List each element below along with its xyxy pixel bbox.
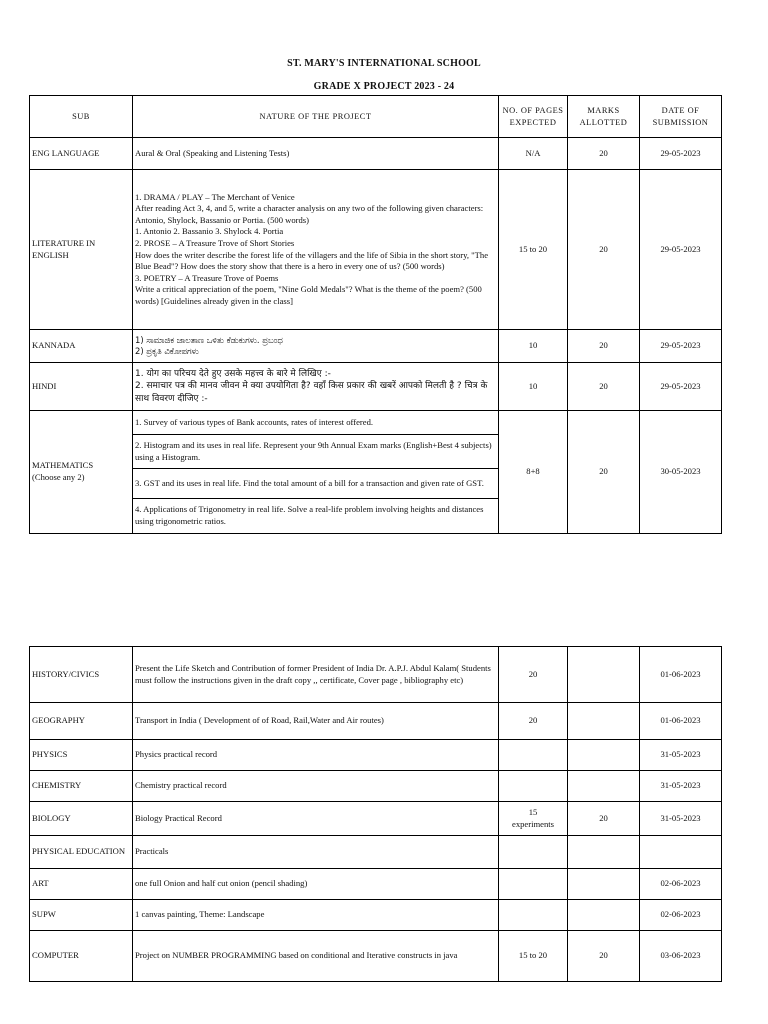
date-cell: 29-05-2023 xyxy=(640,330,722,363)
project-line: 3. POETRY – A Treasure Trove of Poems xyxy=(135,272,279,283)
row-physical-education xyxy=(30,836,722,869)
marks-cell xyxy=(568,647,640,703)
row-kannada xyxy=(30,330,722,363)
subject-cell: PHYSICAL EDUCATION xyxy=(30,836,133,869)
pages-line: 15 xyxy=(528,806,538,817)
subject-cell: KANNADA xyxy=(30,330,133,363)
marks-cell xyxy=(568,703,640,740)
project-table-part-1 xyxy=(29,95,722,534)
project-line: 1. Antonio 2. Bassanio 3. Shylock 4. Portia xyxy=(135,226,284,237)
pages-cell xyxy=(499,771,568,802)
header-row xyxy=(30,96,722,138)
project-line: 1. DRAMA / PLAY – The Merchant of Venice xyxy=(135,191,295,202)
row-supw xyxy=(30,900,722,931)
date-cell: 01-06-2023 xyxy=(640,703,722,740)
document-title: GRADE X PROJECT 2023 - 24 xyxy=(313,81,455,92)
math-option: 1. Survey of various types of Bank accounts, rates of interest offered. xyxy=(133,411,499,435)
pages-cell: 15 to 20 xyxy=(499,931,568,982)
date-cell: 31-05-2023 xyxy=(640,771,722,802)
pages-cell xyxy=(499,900,568,931)
pages-cell: 20 xyxy=(499,647,568,703)
project-cell: Chemistry practical record xyxy=(133,771,499,802)
subject-cell: GEOGRAPHY xyxy=(30,703,133,740)
project-line: 1. योग का परिचय देते हुए उसके महत्त्व के बारे मे लिखिए :- xyxy=(135,369,331,380)
row-chemistry xyxy=(30,771,722,802)
project-line: 2. PROSE – A Treasure Trove of Short Stories xyxy=(135,237,295,248)
col-header-nature: NATURE OF THE PROJECT xyxy=(133,96,499,138)
math-option: 3. GST and its uses in real life. Find the total amount of a bill for a transaction and given rate of GST. xyxy=(133,469,499,499)
row-literature xyxy=(30,170,722,330)
row-mathematics xyxy=(30,411,722,435)
project-table-part-2 xyxy=(29,646,722,982)
marks-cell xyxy=(568,771,640,802)
subject-cell: HISTORY/CIVICS xyxy=(30,647,133,703)
subject-cell: ENG LANGUAGE xyxy=(30,138,133,170)
pages-cell: 15 to 20 xyxy=(499,170,568,330)
project-line: Write a critical appreciation of the poem, "Nine Gold Medals"? What is the theme of the poem? (500 words) [Guidelines already given in the class] xyxy=(135,284,482,306)
pages-cell: 10 xyxy=(499,363,568,411)
project-cell: Practicals xyxy=(133,836,499,869)
row-history xyxy=(30,647,722,703)
subject-cell: SUPW xyxy=(30,900,133,931)
date-cell: 02-06-2023 xyxy=(640,900,722,931)
pages-cell xyxy=(499,836,568,869)
marks-cell: 20 xyxy=(568,330,640,363)
project-line: 2) ಪ್ರಕೃತಿ ವಿಕೋಪಗಳು xyxy=(135,346,199,356)
project-cell: Physics practical record xyxy=(133,740,499,771)
row-computer xyxy=(30,931,722,982)
project-cell: Present the Life Sketch and Contribution of former President of India Dr. A.P.J. Abdul Kalam( Students must follow the instructions given in the draft copy ,, certificate, Cover page , bibliography etc) xyxy=(133,647,499,703)
pages-cell: 8+8 xyxy=(499,411,568,534)
subject-cell: COMPUTER xyxy=(30,931,133,982)
marks-cell xyxy=(568,836,640,869)
marks-cell: 20 xyxy=(568,138,640,170)
project-cell: 1 canvas painting, Theme: Landscape xyxy=(133,900,499,931)
project-cell xyxy=(133,363,499,411)
date-cell: 30-05-2023 xyxy=(640,411,722,534)
project-cell: Transport in India ( Development of of Road, Rail,Water and Air routes) xyxy=(133,703,499,740)
pages-cell xyxy=(499,740,568,771)
project-line: After reading Act 3, 4, and 5, write a character analysis on any two of the following given characters: Antonio, Shylock, Bassanio or Portia. (500 words) xyxy=(135,203,484,225)
date-cell: 31-05-2023 xyxy=(640,740,722,771)
col-header-marks: MARKS ALLOTTED xyxy=(568,96,640,138)
marks-cell: 20 xyxy=(568,802,640,836)
marks-cell xyxy=(568,900,640,931)
marks-cell: 20 xyxy=(568,363,640,411)
subject-cell: ART xyxy=(30,869,133,900)
date-cell: 29-05-2023 xyxy=(640,363,722,411)
pages-line: experiments xyxy=(512,818,554,829)
project-cell: Project on NUMBER PROGRAMMING based on conditional and Iterative constructs in java xyxy=(133,931,499,982)
date-cell xyxy=(640,836,722,869)
col-header-date: DATE OF SUBMISSION xyxy=(640,96,722,138)
subject-cell xyxy=(30,411,133,534)
project-line: How does the writer describe the forest life of the villagers and the life of Sibia in the short story, "The Blue Bead"? How does the story show that there is a hero in every one of us? (500 words) xyxy=(135,249,489,272)
row-hindi xyxy=(30,363,722,411)
marks-cell: 20 xyxy=(568,411,640,534)
col-header-sub: SUB xyxy=(30,96,133,138)
project-cell xyxy=(133,170,499,330)
pages-cell: 10 xyxy=(499,330,568,363)
pages-cell: 20 xyxy=(499,703,568,740)
subject-line: MATHEMATICS xyxy=(32,460,94,471)
project-cell: Aural & Oral (Speaking and Listening Tests) xyxy=(133,138,499,170)
math-option: 4. Applications of Trigonometry in real life. Solve a real-life problem involving heights and distances using trigonometric ratios. xyxy=(133,499,499,534)
marks-cell xyxy=(568,869,640,900)
date-cell: 01-06-2023 xyxy=(640,647,722,703)
marks-cell: 20 xyxy=(568,170,640,330)
row-physics xyxy=(30,740,722,771)
row-art xyxy=(30,869,722,900)
subject-cell: BIOLOGY xyxy=(30,802,133,836)
pages-cell: N/A xyxy=(499,138,568,170)
project-cell: Biology Practical Record xyxy=(133,802,499,836)
row-eng-language xyxy=(30,138,722,170)
project-cell xyxy=(133,330,499,363)
project-line: 2. समाचार पत्र की मानव जीवन मे क्या उपयोगिता है? वहाँ किस प्रकार की खबरें आपको मिलती है ? चित्र के साथ विवरण दीजिए :- xyxy=(135,381,488,404)
subject-line: (Choose any 2) xyxy=(32,472,85,482)
subject-cell: PHYSICS xyxy=(30,740,133,771)
subject-cell: CHEMISTRY xyxy=(30,771,133,802)
pages-cell xyxy=(499,869,568,900)
row-geography xyxy=(30,703,722,740)
col-header-pages: NO. OF PAGES EXPECTED xyxy=(499,96,568,138)
subject-cell: HINDI xyxy=(30,363,133,411)
school-name: ST. MARY'S INTERNATIONAL SCHOOL xyxy=(287,58,481,69)
project-line: 1) ಸಾಮಾಜಿಕ ಜಾಲತಾಣ ಒಳಿತು ಕೆಡುಕುಗಳು. ಪ್ರಬಂಧ xyxy=(135,334,283,345)
marks-cell: 20 xyxy=(568,931,640,982)
date-cell: 02-06-2023 xyxy=(640,869,722,900)
date-cell: 29-05-2023 xyxy=(640,170,722,330)
pages-cell xyxy=(499,802,568,836)
row-biology xyxy=(30,802,722,836)
date-cell: 29-05-2023 xyxy=(640,138,722,170)
math-option: 2. Histogram and its uses in real life. Represent your 9th Annual Exam marks (English+Best 4 subjects) using a Histogram. xyxy=(133,435,499,469)
project-cell: one full Onion and half cut onion (pencil shading) xyxy=(133,869,499,900)
date-cell: 31-05-2023 xyxy=(640,802,722,836)
marks-cell xyxy=(568,740,640,771)
date-cell: 03-06-2023 xyxy=(640,931,722,982)
subject-cell: LITERATURE IN ENGLISH xyxy=(30,170,133,330)
